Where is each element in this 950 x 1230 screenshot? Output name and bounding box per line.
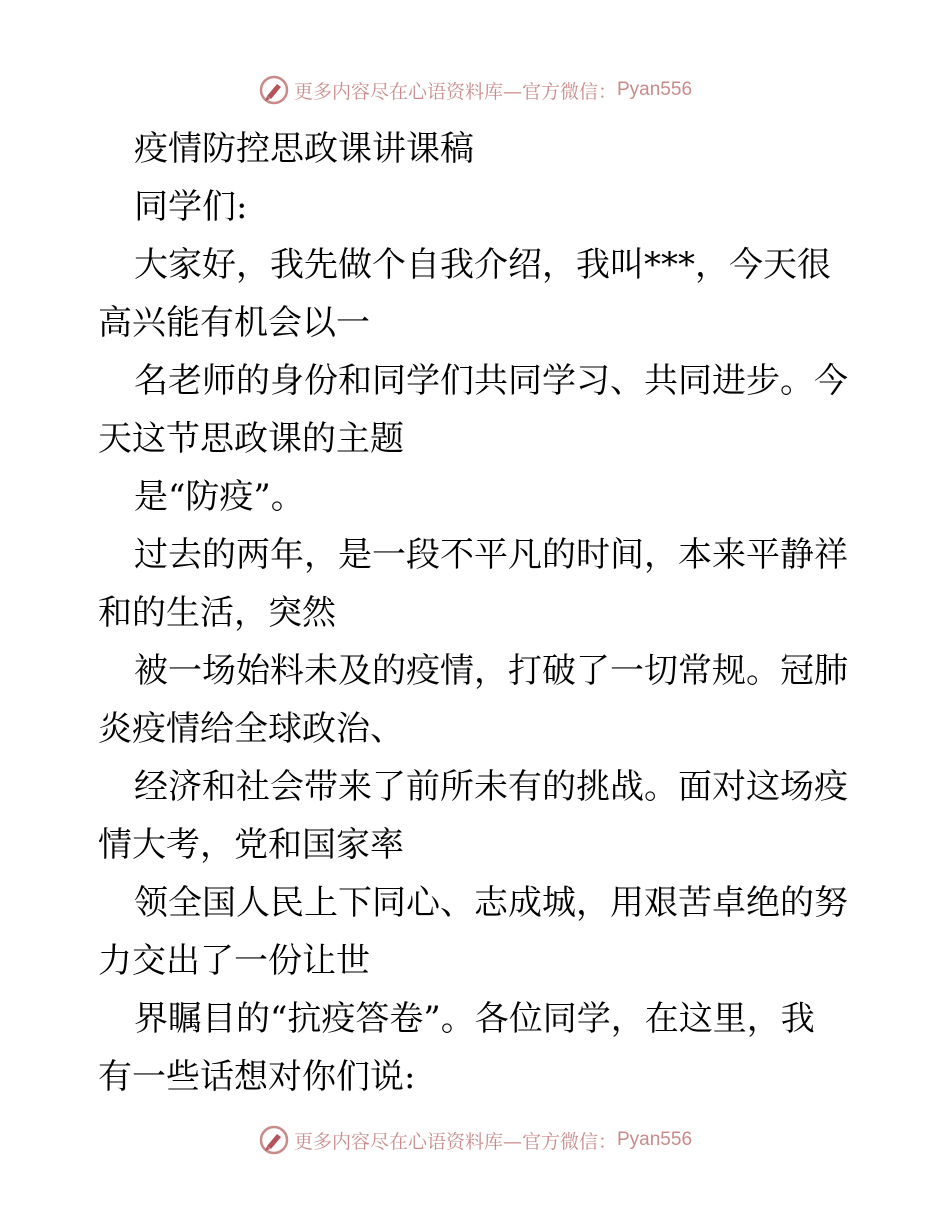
watermark-footer: [0, 1124, 950, 1156]
watermark-text: 更多内容尽在心语资料库—官方微信：: [293, 1130, 617, 1153]
text-line: 被一场始料未及的疫情，打破了一切常规。冠肺: [134, 651, 848, 691]
text-line: 炎疫情给全球政治、: [98, 709, 404, 749]
text-line: 是“防疫”。: [134, 477, 305, 517]
document-body: [98, 120, 858, 1106]
text-line: 有一些话想对你们说:: [98, 1057, 416, 1097]
text-line: 天这节思政课的主题: [98, 419, 404, 459]
text-line: 和的生活，突然: [98, 593, 336, 633]
pen-nib-circle-icon: [258, 1124, 290, 1156]
watermark-handle: Pyan556: [617, 79, 693, 100]
text-line: 高兴能有机会以一: [98, 303, 370, 343]
text-line: 过去的两年，是一段不平凡的时间，本来平静祥: [134, 535, 848, 575]
text-line: 经济和社会带来了前所未有的挑战。面对这场疫: [134, 767, 848, 807]
document-title: 疫情防控思政课讲课稿: [134, 129, 474, 169]
watermark-text: 更多内容尽在心语资料库—官方微信：: [293, 80, 617, 103]
text-line: 情大考，党和国家率: [98, 825, 404, 865]
text-line: 领全国人民上下同心、志成城，用艰苦卓绝的努: [134, 883, 848, 923]
text-line: 力交出了一份让世: [98, 941, 370, 981]
salutation: 同学们:: [134, 187, 248, 227]
text-line: 界瞩目的“抗疫答卷”。各位同学，在这里，我: [134, 999, 815, 1039]
text-line: 名老师的身份和同学们共同学习、共同进步。今: [134, 361, 848, 401]
text-line: 大家好，我先做个自我介绍，我叫***，今天很: [134, 245, 831, 285]
watermark-header: [0, 74, 950, 106]
watermark-handle: Pyan556: [617, 1129, 693, 1150]
pen-nib-circle-icon: [258, 74, 290, 106]
